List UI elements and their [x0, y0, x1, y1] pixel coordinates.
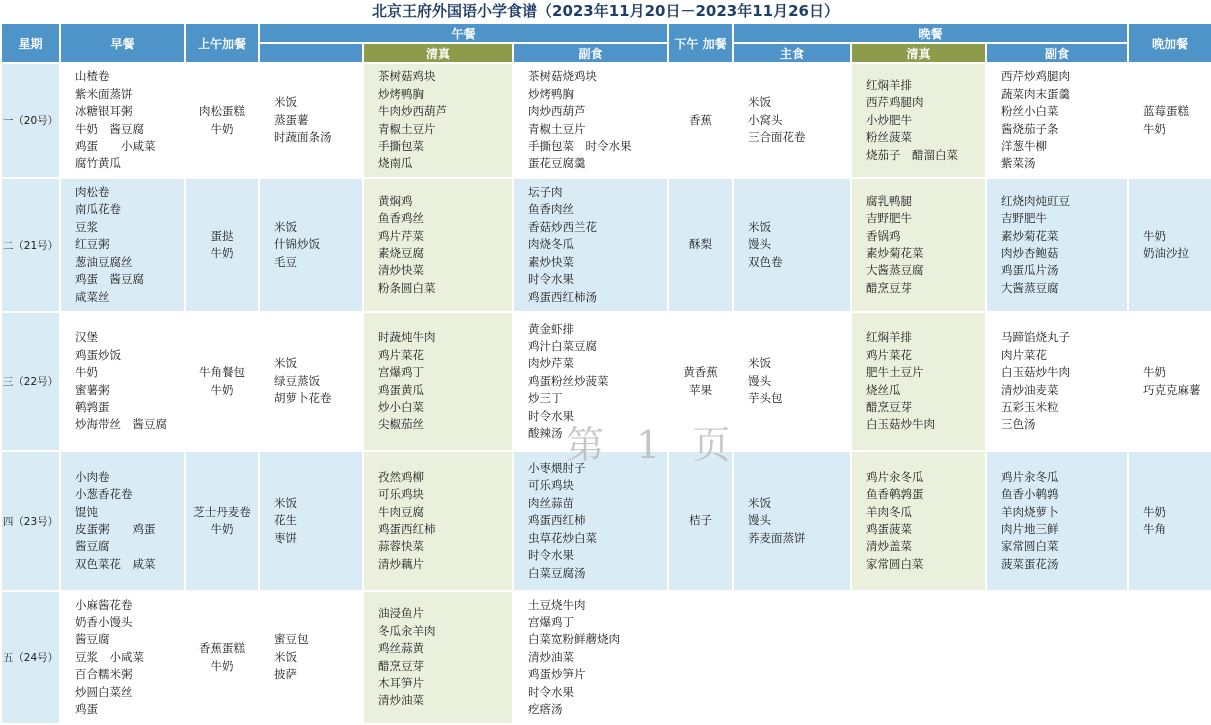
day-cell: 三（22号） [1, 312, 60, 451]
table-row [1, 178, 1211, 312]
header-dinner: 晚餐 [733, 23, 1128, 43]
lunch-side-cell: 黄金虾排 鸡汁白菜豆腐 肉炒芹菜 鸡蛋粉丝炒菠菜 炒三丁 时令水果 酸辣汤 [513, 312, 668, 451]
am-snack-cell: 香蕉蛋糕 牛奶 [185, 591, 259, 724]
day-cell: 五（24号） [1, 591, 60, 724]
lunch-side-cell: 茶树菇烧鸡块 炒烤鸭胸 肉炒西葫芦 青椒土豆片 手撕包菜 时令水果 蛋花豆腐羹 [513, 63, 668, 178]
lunch-qz-cell: 油浸鱼片 冬瓜汆羊肉 鸡丝蒜黄 醋烹豆芽 木耳笋片 清炒油菜 [363, 591, 513, 724]
lunch-qz-cell: 孜然鸡柳 可乐鸡块 牛肉豆腐 鸡蛋西红柿 蒜蓉快菜 清炒藕片 [363, 451, 513, 591]
night-snack-cell: 牛奶 奶油沙拉 [1128, 178, 1211, 312]
page-title: 北京王府外国语小学食谱（2023年11月20日－2023年11月26日） [372, 2, 839, 20]
dinner-side-cell: 鸡片汆冬瓜 鱼香小鹌鹑 羊肉烧萝卜 肉片地三鲜 家常圆白菜 菠菜蛋花汤 [986, 451, 1128, 591]
day-cell: 一（20号） [1, 63, 60, 178]
lunch-main-cell: 蜜豆包 米饭 披萨 [259, 591, 363, 724]
am-snack-cell: 肉松蛋糕 牛奶 [185, 63, 259, 178]
dinner-side-cell: 马蹄馅烧丸子 肉片菜花 白玉菇炒牛肉 清炒油麦菜 五彩玉米粒 三色汤 [986, 312, 1128, 451]
header-lunch-qz: 清真 [363, 43, 513, 63]
header-dinner-qz: 清真 [851, 43, 986, 63]
dinner-main-cell: 米饭 馒头 双色卷 [733, 178, 851, 312]
table-row [1, 63, 1211, 178]
header-pm-snack: 下午 加餐 [668, 23, 733, 63]
pm-snack-cell: 黄香蕉 苹果 [668, 312, 733, 451]
dinner-main-cell: 米饭 馒头 芋头包 [733, 312, 851, 451]
breakfast-cell: 小麻酱花卷 奶香小馒头 酱豆腐 豆浆 小咸菜 百合糯米粥 炒圆白菜丝 鸡蛋 [60, 591, 185, 724]
lunch-main-cell: 米饭 绿豆蒸饭 胡萝卜花卷 [259, 312, 363, 451]
night-snack-cell [1128, 591, 1211, 724]
pm-snack-cell: 桔子 [668, 451, 733, 591]
table-row [1, 591, 1211, 724]
am-snack-cell: 蛋挞 牛奶 [185, 178, 259, 312]
dinner-qz-cell: 鸡片汆冬瓜 鱼香鹌鹑蛋 羊肉冬瓜 鸡蛋菠菜 清炒盖菜 家常圆白菜 [851, 451, 986, 591]
dinner-side-cell: 西芹炒鸡腿肉 蔬菜肉末蛋羹 粉丝小白菜 酱烧茄子条 洋葱牛柳 紫菜汤 [986, 63, 1128, 178]
night-snack-cell: 蓝莓蛋糕 牛奶 [1128, 63, 1211, 178]
dinner-qz-cell: 红焖羊排 鸡片菜花 肥牛土豆片 烧丝瓜 醋烹豆芽 白玉菇炒牛肉 [851, 312, 986, 451]
dinner-main-cell: 米饭 馒头 荞麦面蒸饼 [733, 451, 851, 591]
day-cell: 二（21号） [1, 178, 60, 312]
dinner-main-cell [733, 591, 851, 724]
lunch-qz-cell: 黄焖鸡 鱼香鸡丝 鸡片芹菜 素烧豆腐 清炒快菜 粉条圆白菜 [363, 178, 513, 312]
lunch-qz-cell: 时蔬炖牛肉 鸡片菜花 宫爆鸡丁 鸡蛋黄瓜 炒小白菜 尖椒茄丝 [363, 312, 513, 451]
breakfast-cell: 山楂卷 紫米面蒸饼 冰糖银耳粥 牛奶 酱豆腐 鸡蛋 小咸菜 腐竹黄瓜 [60, 63, 185, 178]
header-dinner-side: 副食 [986, 43, 1128, 63]
pm-snack-cell: 香蕉 [668, 63, 733, 178]
header-am-snack: 上午加餐 [185, 23, 259, 63]
dinner-qz-cell: 红焖羊排 西芹鸡腿肉 小炒肥牛 粉丝菠菜 烧茄子 醋溜白菜 [851, 63, 986, 178]
header-lunch: 午餐 [259, 23, 668, 43]
breakfast-cell: 小肉卷 小葱香花卷 馄饨 皮蛋粥 鸡蛋 酱豆腐 双色菜花 咸菜 [60, 451, 185, 591]
lunch-main-cell: 米饭 蒸蛋薯 时蔬面条汤 [259, 63, 363, 178]
dinner-side-cell: 红烧肉炖豇豆 吉野肥牛 素炒菊花菜 肉炒杏鲍菇 鸡蛋瓜片汤 大酱蒸豆腐 [986, 178, 1128, 312]
pm-snack-cell: 酥梨 [668, 178, 733, 312]
menu-table [0, 22, 1211, 725]
day-cell: 四（23号） [1, 451, 60, 591]
lunch-main-cell: 米饭 什锦炒饭 毛豆 [259, 178, 363, 312]
am-snack-cell: 牛角餐包 牛奶 [185, 312, 259, 451]
header-day: 星期 [1, 23, 60, 63]
table-row [1, 451, 1211, 591]
am-snack-cell: 芝士丹麦卷 牛奶 [185, 451, 259, 591]
night-snack-cell: 牛奶 巧克克麻薯 [1128, 312, 1211, 451]
lunch-side-cell: 土豆烧牛肉 宫爆鸡丁 白菜宽粉鲜蘑烧肉 清炒油菜 鸡蛋炒笋片 时令水果 疙瘩汤 [513, 591, 668, 724]
breakfast-cell: 肉松卷 南瓜花卷 豆浆 红豆粥 葱油豆腐丝 鸡蛋 酱豆腐 咸菜丝 [60, 178, 185, 312]
header-lunch-side: 副食 [513, 43, 668, 63]
dinner-qz-cell [851, 591, 986, 724]
lunch-side-cell: 坛子肉 鱼香肉丝 香菇炒西兰花 肉烧冬瓜 素炒快菜 时令水果 鸡蛋西红柿汤 [513, 178, 668, 312]
dinner-qz-cell: 腐乳鸭腿 吉野肥牛 香锅鸡 素炒菊花菜 大酱蒸豆腐 醋烹豆芽 [851, 178, 986, 312]
breakfast-cell: 汉堡 鸡蛋炒饭 牛奶 蜜薯粥 鹌鹑蛋 炒海带丝 酱豆腐 [60, 312, 185, 451]
header-dinner-main: 主食 [733, 43, 851, 63]
header-breakfast: 早餐 [60, 23, 185, 63]
header-lunch-main [259, 43, 363, 63]
pm-snack-cell [668, 591, 733, 724]
page-watermark: 第 1 页 [566, 423, 741, 467]
dinner-main-cell: 米饭 小窝头 三合面花卷 [733, 63, 851, 178]
lunch-qz-cell: 茶树菇鸡块 炒烤鸭胸 牛肉炒西葫芦 青椒土豆片 手撕包菜 烧南瓜 [363, 63, 513, 178]
lunch-side-cell: 小枣煨肘子 可乐鸡块 肉丝蒜苗 鸡蛋西红柿 虫草花炒白菜 时令水果 白菜豆腐汤 [513, 451, 668, 591]
dinner-side-cell [986, 591, 1128, 724]
night-snack-cell: 牛奶 牛角 [1128, 451, 1211, 591]
lunch-main-cell: 米饭 花生 枣饼 [259, 451, 363, 591]
header-night-snack: 晚加餐 [1128, 23, 1211, 63]
